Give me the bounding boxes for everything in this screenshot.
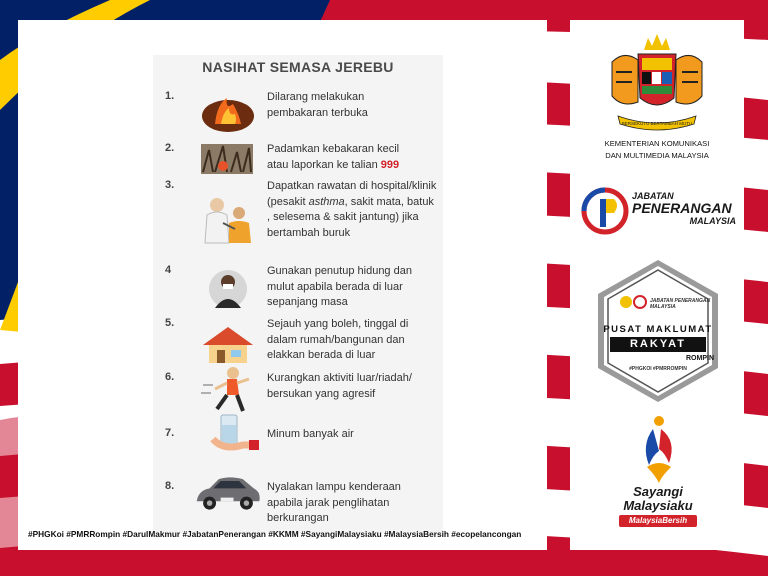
sayangi-text: Sayangi xyxy=(633,484,683,499)
item-number: 7. xyxy=(165,427,175,439)
item-text-italic: asthma xyxy=(308,195,345,208)
pmr-mini-text: JABATAN PENERANGAN MALAYSIA xyxy=(650,298,711,310)
house-icon xyxy=(193,325,263,365)
pusat-maklumat-rakyat-logo xyxy=(594,258,722,404)
item-text: Sejauh yang boleh, tinggal di dalam rumah/bangunan dan elakkan berada di luar xyxy=(267,318,409,361)
item-text xyxy=(267,179,439,241)
item-text-part: , sakit mata, batuk , selesema & sakit jantung) jika bertambah buruk xyxy=(267,195,434,239)
hotline-number: 999 xyxy=(380,158,400,171)
malaysia-bersih-badge: MalaysiaBersih xyxy=(619,515,697,527)
item-number: 1. xyxy=(165,90,175,102)
item-number: 8. xyxy=(165,480,175,492)
jabatan-line: JABATAN xyxy=(632,191,674,201)
item-text-line: pembakaran terbuka xyxy=(267,106,368,119)
open-fire-icon xyxy=(193,90,263,134)
item-text: Minum banyak air xyxy=(267,428,354,440)
jabatan-penerangan-text xyxy=(632,191,742,226)
face-mask-icon xyxy=(193,268,263,310)
advice-panel xyxy=(18,20,547,550)
item-text-line: Dilarang melakukan xyxy=(267,91,365,103)
item-text: Kurangkan aktiviti luar/riadah/ bersukan yang agresif xyxy=(267,372,412,400)
pmr-title: PUSAT MAKLUMAT xyxy=(603,324,713,335)
item-number: 4 xyxy=(165,264,172,276)
sayangi-malaysiaku-logo xyxy=(588,415,728,545)
item-text-line: Padamkan kebakaran kecil xyxy=(267,143,400,155)
car-icon xyxy=(193,468,263,518)
item-text-part: Dapatkan rawatan di hospital/klinik (pesakit xyxy=(267,180,437,208)
water-glass-icon xyxy=(193,411,263,457)
item-text-part: atau laporkan ke talian xyxy=(267,158,378,171)
item-text: Nyalakan lampu kenderaan apabila jarak penglihatan berkurangan xyxy=(267,481,401,524)
jabatan-penerangan-icon xyxy=(580,185,630,235)
pmr-tags: #PHGKOI #PMRROMPIN xyxy=(629,366,687,372)
item-text-line xyxy=(267,158,439,174)
doctor-patient-icon xyxy=(193,193,263,245)
item-text xyxy=(267,90,439,121)
item-number: 2. xyxy=(165,142,175,154)
bush-fire-icon xyxy=(193,142,263,176)
runner-icon xyxy=(193,365,263,415)
jabatan-penerangan-logo xyxy=(576,185,740,235)
malaysia-coat-of-arms-icon xyxy=(598,32,716,140)
item-text: Gunakan penutup hidung dan mulut apabila berada di luar sepanjang masa xyxy=(267,265,412,308)
item-number: 3. xyxy=(165,179,175,191)
ministry-name-line: KEMENTERIAN KOMUNIKASI xyxy=(604,139,710,148)
pmr-location: ROMPIN xyxy=(686,355,714,362)
pmr-subtitle: RAKYAT xyxy=(610,337,706,352)
item-number: 5. xyxy=(165,317,175,329)
infographic-title: NASIHAT SEMASA JEREBU xyxy=(202,59,394,75)
haze-advice-infographic xyxy=(153,55,443,533)
sayangi-malaysiaku-icon xyxy=(633,415,683,483)
item-number: 6. xyxy=(165,371,175,383)
sayangi-text: Malaysiaku xyxy=(623,498,693,513)
item-text xyxy=(267,142,439,173)
crest-motto: BERSEKUTU BERTAMBAH MUTU xyxy=(621,121,693,126)
jabatan-line: MALAYSIA xyxy=(689,216,736,226)
ministry-name-line: DAN MULTIMEDIA MALAYSIA xyxy=(605,151,709,160)
hashtags-caption: #PHGKoi #PMRRompin #DarulMakmur #JabatanPenerangan #KKMM #SayangiMalaysiaku #MalaysiaBersih #ecopelancongan xyxy=(28,529,522,539)
ministry-name xyxy=(570,138,744,162)
jabatan-line: PENERANGAN xyxy=(632,200,732,216)
logos-panel xyxy=(570,20,744,550)
